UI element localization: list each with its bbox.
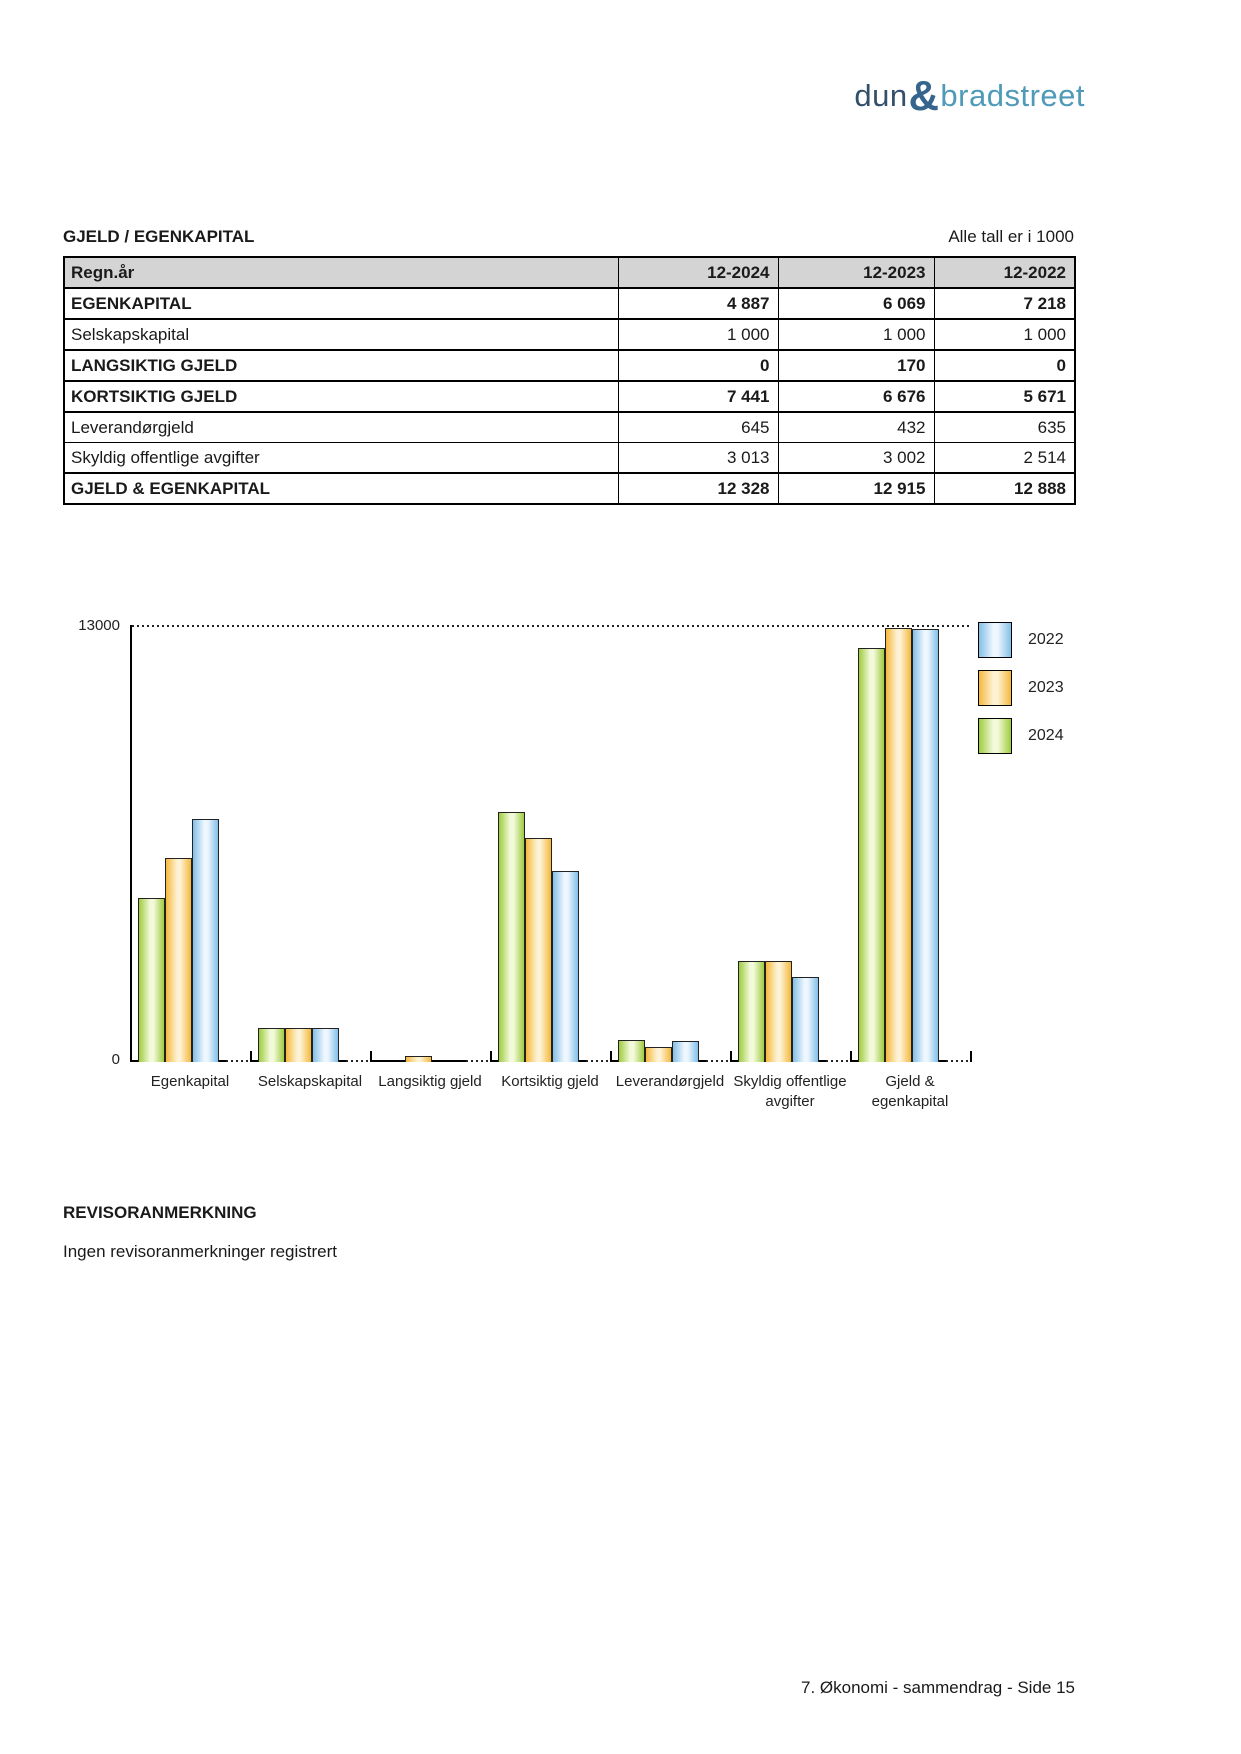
bar-2022-0 [192,819,219,1062]
x-axis-category-label: Skyldig offentlige avgifter [733,1073,847,1110]
x-axis-baseline-dotted [586,1060,612,1062]
row-value: 12 915 [778,473,934,504]
row-value: 5 671 [934,381,1075,412]
row-label: EGENKAPITAL [64,288,618,319]
row-value: 170 [778,350,934,381]
bar-2023-5 [765,961,792,1062]
row-value: 2 514 [934,443,1075,474]
row-value: 12 888 [934,473,1075,504]
table-row [64,381,1075,412]
row-value: 6 676 [778,381,934,412]
column-header-regnar: Regn.år [64,257,618,288]
bar-2023-0 [165,858,192,1062]
legend-label: 2022 [1028,631,1064,648]
table-row [64,443,1075,474]
bar-2022-3 [552,871,579,1062]
row-label: LANGSIKTIG GJELD [64,350,618,381]
bar-chart-plot-area [130,625,972,1062]
bar-2024-0 [138,898,165,1062]
table-row [64,473,1075,504]
row-value: 4 887 [618,288,778,319]
legend-label: 2023 [1028,679,1064,696]
x-axis-baseline-dotted [946,1060,972,1062]
row-label: Skyldig offentlige avgifter [64,443,618,474]
row-label: Selskapskapital [64,319,618,350]
row-value: 1 000 [934,319,1075,350]
table-header-row [64,257,1075,288]
section-header [63,227,1074,247]
bar-2022-6 [912,629,939,1062]
bar-2023-2 [405,1056,432,1062]
bar-2023-3 [525,838,552,1062]
chart-legend [978,622,1064,766]
units-note: Alle tall er i 1000 [948,227,1074,246]
page-footer: 7. Økonomi - sammendrag - Side 15 [800,1678,1075,1697]
ymax-dotted-gridline [132,625,972,627]
bar-2024-4 [618,1040,645,1062]
table-row [64,412,1075,443]
x-axis-baseline-dotted [826,1060,852,1062]
legend-item [978,670,1064,706]
section-title: GJELD / EGENKAPITAL [63,227,255,246]
financial-table [63,256,1076,505]
logo-text-bradstreet: bradstreet [940,78,1085,113]
logo-ampersand-icon: & [908,72,940,119]
row-value: 1 000 [778,319,934,350]
row-label: Leverandørgjeld [64,412,618,443]
row-value: 3 013 [618,443,778,474]
bar-2022-1 [312,1028,339,1062]
x-axis-baseline-dotted [466,1060,492,1062]
legend-swatch-2022 [978,622,1012,658]
column-header-12-2022: 12-2022 [934,257,1075,288]
legend-swatch-2024 [978,718,1012,754]
row-label: GJELD & EGENKAPITAL [64,473,618,504]
x-axis-category-label: Egenkapital [150,1073,230,1090]
dun-bradstreet-logo [854,68,1085,119]
row-value: 6 069 [778,288,934,319]
row-value: 7 441 [618,381,778,412]
y-axis-label-zero: 0 [111,1051,120,1068]
revisor-text: Ingen revisoranmerkninger registrert [63,1242,338,1261]
row-value: 1 000 [618,319,778,350]
legend-item [978,718,1064,754]
row-label: KORTSIKTIG GJELD [64,381,618,412]
bar-2022-5 [792,977,819,1062]
bar-2023-6 [885,628,912,1062]
column-header-12-2024: 12-2024 [618,257,778,288]
row-value: 432 [778,412,934,443]
row-value: 0 [618,350,778,381]
row-value: 12 328 [618,473,778,504]
row-value: 3 002 [778,443,934,474]
x-axis-category-label: Langsiktig gjeld [378,1073,482,1090]
column-header-12-2023: 12-2023 [778,257,934,288]
x-axis-tick [970,1051,972,1062]
bar-2023-1 [285,1028,312,1062]
legend-label: 2024 [1028,727,1064,744]
bar-2023-4 [645,1047,672,1062]
table-row [64,319,1075,350]
x-axis-baseline-dotted [226,1060,252,1062]
table-row [64,350,1075,381]
x-axis-baseline-dotted [706,1060,732,1062]
row-value: 635 [934,412,1075,443]
x-axis-category-label: Selskapskapital [257,1073,363,1090]
row-value: 0 [934,350,1075,381]
legend-item [978,622,1064,658]
bar-2022-4 [672,1041,699,1062]
bar-2024-3 [498,812,525,1062]
table-row [64,288,1075,319]
bar-2024-1 [258,1028,285,1062]
logo-text-dun: dun [854,78,908,113]
x-axis-category-label: Kortsiktig gjeld [501,1073,599,1090]
bar-2024-6 [858,648,885,1062]
row-value: 7 218 [934,288,1075,319]
x-axis-baseline-dotted [346,1060,372,1062]
x-axis-category-label: Leverandørgjeld [615,1073,725,1090]
row-value: 645 [618,412,778,443]
legend-swatch-2023 [978,670,1012,706]
x-axis-category-label: Gjeld & egenkapital [871,1073,949,1110]
bar-2024-5 [738,961,765,1062]
revisor-heading: REVISORANMERKNING [63,1203,257,1222]
y-axis-label-max: 13000 [78,617,120,634]
